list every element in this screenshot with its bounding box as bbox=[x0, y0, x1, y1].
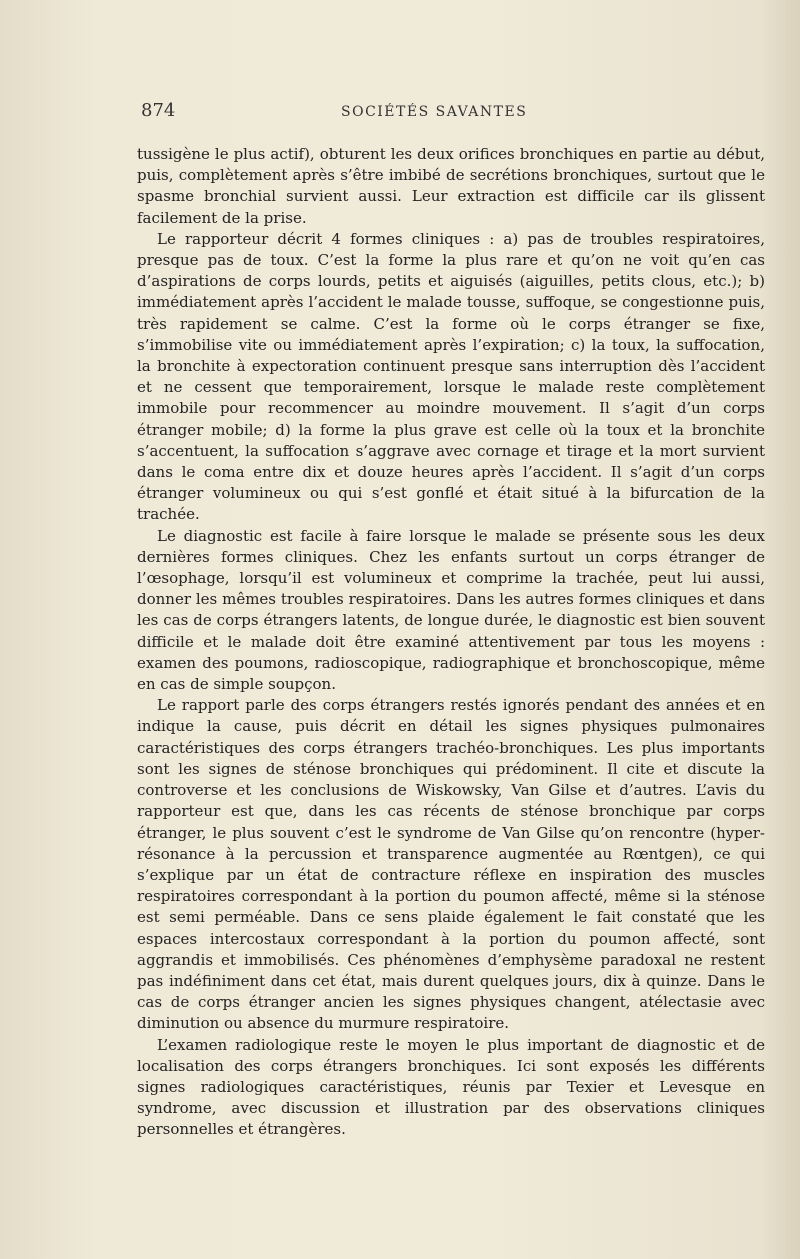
page-header bbox=[141, 100, 741, 126]
body-text bbox=[137, 144, 765, 1141]
paragraph: Le rapport parle des corps étrangers restés ignorés pendant des années et en indique la cause, puis décrit en détail les signes physiques pulmonaires caractéristiques des corps étrangers trachéo-bronchiques. Les plus importants sont les signes de sténose bronchiques qui prédominent. Il cite et discute la controverse et les conclusions de Wiskowsky, Van Gilse et d’autres. L’avis du rapporteur est que, dans les cas récents de sténose bronchique par corps étranger, le plus souvent c’est le syndrome de Van Gilse qu’on rencontre (hyper-résonance à la percussion et transparence augmentée au Rœntgen), ce qui s’explique par un état de contracture réflexe en inspiration des muscles respiratoires correspondant à la portion du poumon affecté, même si la sténose est semi perméable. Dans ce sens plaide également le fait constaté que les espaces intercostaux correspondant à la portion du poumon affecté, sont aggrandis et immobilisés. Ces phénomènes d’emphysème paradoxal ne restent pas indéfiniment dans cet état, mais durent quelques jours, dix à quinze. Dans le cas de corps étranger ancien les signes physiques changent, atélectasie avec diminution ou absence du murmure respiratoire. bbox=[137, 696, 765, 1033]
paragraph: Le diagnostic est facile à faire lorsque le malade se présente sous les deux dernières formes cliniques. Chez les enfants surtout un corps étranger de l’œsophage, lorsqu’il est volumineux et comprime la trachée, peut lui aussi, donner les mêmes troubles respiratoires. Dans les autres formes cliniques et dans les cas de corps étrangers latents, de longue durée, le diagnostic est bien souvent difficile et le malade doit être examiné attentivement par tous les moyens : examen des poumons, radioscopique, radiographique et bronchoscopique, même en cas de simple soupçon. bbox=[137, 526, 765, 694]
paragraph: tussigène le plus actif), obturent les deux orifices bronchiques en partie au début, puis, complètement après s’être imbibé de secrétions bronchiques, surtout que le spasme bronchial survient aussi. Leur extraction est difficile car ils glissent facilement de la prise. bbox=[137, 145, 765, 227]
page-number: 874 bbox=[141, 100, 176, 121]
paragraph: Le rapporteur décrit 4 formes cliniques : a) pas de troubles respiratoires, presque pas de toux. C’est la forme la plus rare et qu’on ne voit qu’en cas d’aspirations de corps lourds, petits et aiguisés (aiguilles, petits clous, etc.); b) immédiatement après l’accident le malade tousse, suffoque, se congestionne puis, très rapidement se calme. C’est la forme où le corps étranger se fixe, s’immobilise vite ou immédiatement après l’expiration; c) la toux, la suffocation, la bronchite à expectoration continuent presque sans interruption dès l’accident et ne cessent que temporairement, lorsque le malade reste complètement immobile pour recommencer au moindre mouvement. Il s’agit d’un corps étranger mobile; d) la forme la plus grave est celle où la toux et la bronchite s’accentuent, la suffocation s’aggrave avec cornage et tirage et la mort survient dans le coma entre dix et douze heures après l’accident. Il s’agit d’un corps étranger volumineux ou qui s’est gonflé et était situé à la bifurcation de la trachée. bbox=[137, 229, 765, 524]
paragraph: L’examen radiologique reste le moyen le plus important de diagnostic et de localisation des corps étrangers bronchiques. Ici sont exposés les différents signes radiologiques caractéristiques, réunis par Texier et Levesque en syndrome, avec discussion et illustration par des observations cliniques personnelles et étrangères. bbox=[137, 1035, 765, 1139]
running-head: SOCIÉTÉS SAVANTES bbox=[341, 104, 528, 120]
